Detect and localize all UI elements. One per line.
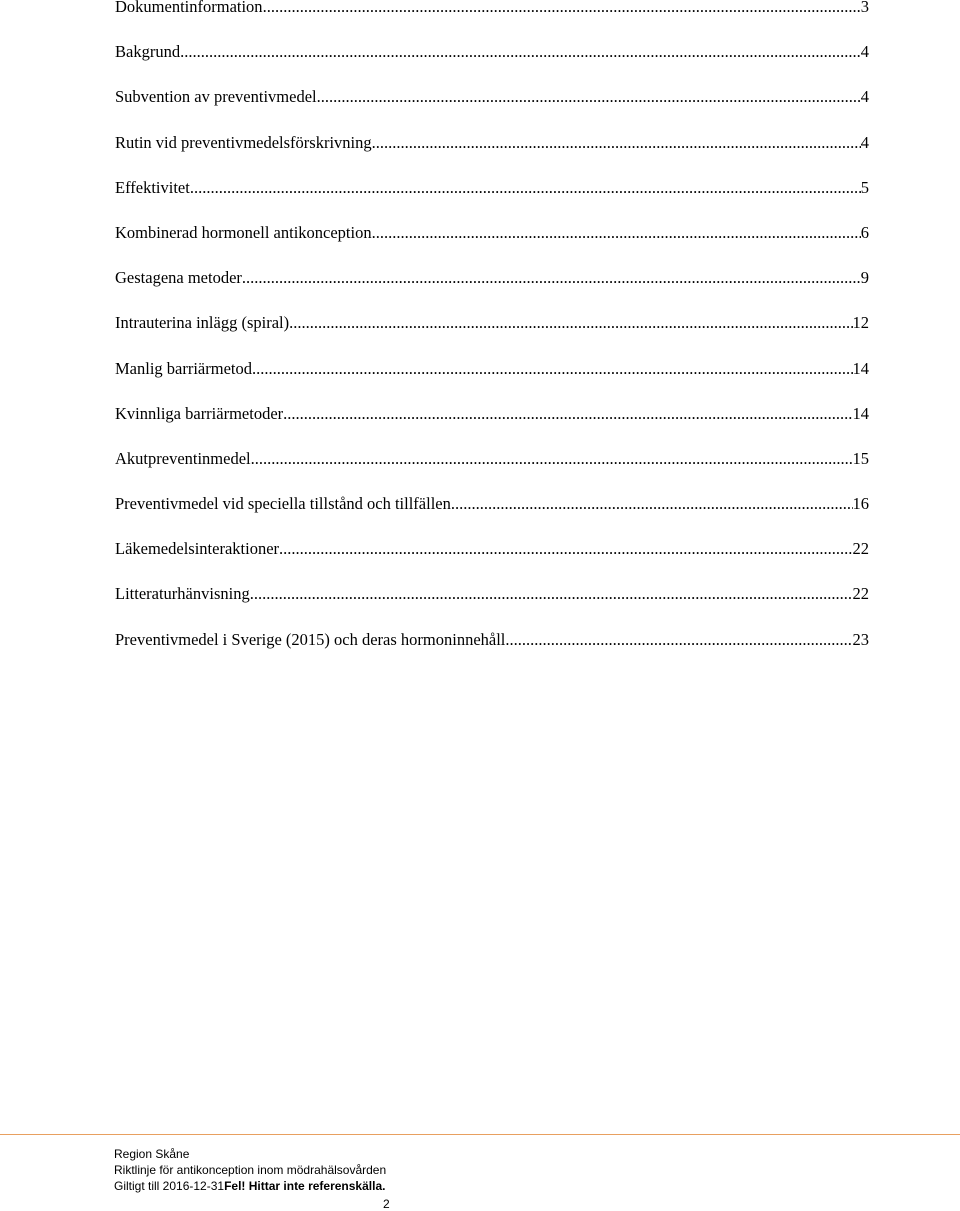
toc-entry-kvinnliga[interactable] xyxy=(115,405,869,450)
toc-entry-title: Manlig barriärmetod xyxy=(115,358,252,378)
footer-reference-error: Fel! Hittar inte referenskälla. xyxy=(224,1179,386,1193)
toc-entry-title: Intrauterina inlägg (spiral) xyxy=(115,313,290,333)
toc-entry-title: Preventivmedel vid speciella tillstånd och tillfällen xyxy=(115,494,451,514)
toc-entry-page: 22 xyxy=(852,539,869,559)
toc-entry-effektivitet[interactable] xyxy=(115,179,869,224)
toc-leader-dots xyxy=(251,450,853,467)
toc-entry-preventivmedel-sverige[interactable] xyxy=(115,631,869,676)
toc-entry-title: Gestagena metoder xyxy=(115,268,242,288)
footer-organization: Region Skåne xyxy=(114,1147,190,1161)
toc-entry-page: 9 xyxy=(860,268,869,288)
toc-entry-page: 4 xyxy=(860,42,869,62)
toc-entry-title: Kombinerad hormonell antikonception xyxy=(115,222,372,242)
toc-entry-page: 15 xyxy=(852,448,869,468)
table-of-contents xyxy=(115,0,869,676)
toc-entry-title: Litteraturhänvisning xyxy=(115,584,250,604)
toc-entry-intrauterina[interactable] xyxy=(115,314,869,359)
toc-entry-page: 5 xyxy=(860,177,869,197)
toc-entry-title: Rutin vid preventivmedelsförskrivning xyxy=(115,132,372,152)
toc-entry-title: Bakgrund xyxy=(115,42,181,62)
toc-leader-dots xyxy=(250,585,853,602)
toc-entry-page: 12 xyxy=(852,313,869,333)
toc-entry-page: 6 xyxy=(860,222,869,242)
toc-entry-title: Akutpreventinmedel xyxy=(115,448,251,468)
toc-entry-litteraturhanvisning[interactable] xyxy=(115,585,869,630)
toc-entry-title: Effektivitet xyxy=(115,177,190,197)
toc-entry-title: Preventivmedel i Sverige (2015) och deras hormoninnehåll xyxy=(115,629,506,649)
toc-entry-page: 14 xyxy=(852,403,869,423)
toc-leader-dots xyxy=(190,179,861,196)
toc-leader-dots xyxy=(317,88,861,105)
toc-entry-kombinerad[interactable] xyxy=(115,224,869,269)
toc-leader-dots xyxy=(279,540,852,557)
toc-entry-page: 14 xyxy=(852,358,869,378)
toc-entry-bakgrund[interactable] xyxy=(115,43,869,88)
toc-entry-rutin[interactable] xyxy=(115,134,869,179)
toc-entry-akutpreventinmedel[interactable] xyxy=(115,450,869,495)
toc-entry-page: 3 xyxy=(860,0,869,16)
toc-entry-gestagena[interactable] xyxy=(115,269,869,314)
toc-entry-manlig[interactable] xyxy=(115,360,869,405)
footer-divider xyxy=(0,1134,960,1135)
footer-valid-date: Giltigt till 2016-12-31 xyxy=(114,1179,225,1193)
toc-leader-dots xyxy=(505,631,852,648)
toc-entry-title: Läkemedelsinteraktioner xyxy=(115,539,280,559)
toc-entry-dokumentinformation[interactable] xyxy=(115,0,869,43)
toc-leader-dots xyxy=(289,314,852,331)
footer-document-title: Riktlinje för antikonception inom mödrahälsovården xyxy=(114,1163,387,1177)
page-number: 2 xyxy=(383,1197,390,1211)
toc-leader-dots xyxy=(372,224,861,241)
toc-entry-title: Kvinnliga barriärmetoder xyxy=(115,403,284,423)
toc-entry-page: 22 xyxy=(852,584,869,604)
toc-entry-page: 23 xyxy=(852,629,869,649)
toc-entry-page: 4 xyxy=(860,132,869,152)
toc-leader-dots xyxy=(242,269,861,286)
toc-entry-speciella-tillstand[interactable] xyxy=(115,495,869,540)
footer-validity xyxy=(114,1178,386,1194)
toc-leader-dots xyxy=(451,495,853,512)
toc-entry-lakemedelsinteraktioner[interactable] xyxy=(115,540,869,585)
toc-entry-subvention[interactable] xyxy=(115,88,869,133)
toc-leader-dots xyxy=(252,360,853,377)
page-footer xyxy=(114,1146,386,1194)
toc-leader-dots xyxy=(372,134,861,151)
toc-entry-page: 4 xyxy=(860,87,869,107)
toc-leader-dots xyxy=(283,405,852,422)
toc-entry-title: Dokumentinformation xyxy=(115,0,263,16)
toc-leader-dots xyxy=(180,43,861,60)
toc-entry-title: Subvention av preventivmedel xyxy=(115,87,317,107)
toc-leader-dots xyxy=(263,0,861,15)
toc-entry-page: 16 xyxy=(852,494,869,514)
